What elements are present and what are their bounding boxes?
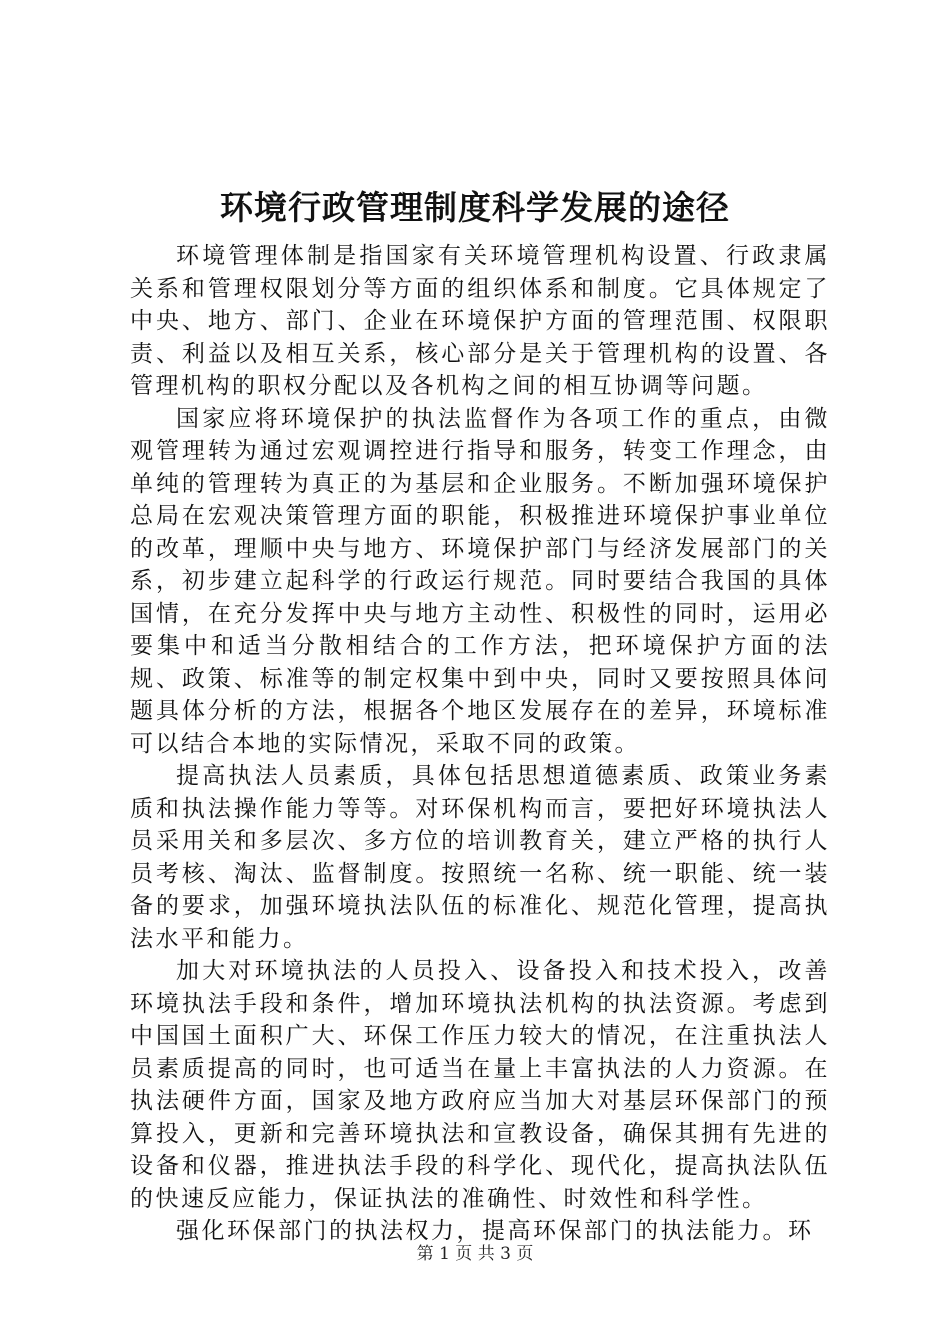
page-footer: 第 1 页 共 3 页: [416, 1244, 534, 1264]
paragraph: 强化环保部门的执法权力，提高环保部门的执法能力。环: [176, 1218, 814, 1244]
document-title: 环境行政管理制度科学发展的途径: [220, 188, 730, 227]
paragraph: 加大对环境执法的人员投入、设备投入和技术投入，改善环境执法手段和条件，增加环境执法机构的执法资源。考虑到中国国土面积广大、环保工作压力较大的情况，在注重执法人员素质提高的同时，也可适当在量上丰富执法的人力资源。在执法硬件方面，国家及地方政府应当加大对基层环保部门的预算投入，更新和完善环境执法和宣教设备，确保其拥有先进的设备和仪器，推进执法手段的科学化、现代化，提高执法队伍的快速反应能力，保证执法的准确性、时效性和科学性。: [130, 958, 830, 1212]
paragraph: 提高执法人员素质，具体包括思想道德素质、政策业务素质和执法操作能力等等。对环保机构而言，要把好环境执法人员采用关和多层次、多方位的培训教育关，建立严格的执行人员考核、淘汰、监督制度。按照统一名称、统一职能、统一装备的要求，加强环境执法队伍的标准化、规范化管理，提高执法水平和能力。: [130, 763, 830, 952]
document-body: [130, 240, 830, 1248]
paragraph: 国家应将环境保护的执法监督作为各项工作的重点，由微观管理转为通过宏观调控进行指导和服务，转变工作理念，由单纯的管理转为真正的为基层和企业服务。不断加强环境保护总局在宏观决策管理方面的职能，积极推进环境保护事业单位的改革，理顺中央与地方、环境保护部门与经济发展部门的关系，初步建立起科学的行政运行规范。同时要结合我国的具体国情，在充分发挥中央与地方主动性、积极性的同时，运用必要集中和适当分散相结合的工作方法，把环境保护方面的法规、政策、标准等的制定权集中到中央，同时又要按照具体问题具体分析的方法，根据各个地区发展存在的差异，环境标准可以结合本地的实际情况，采取不同的政策。: [130, 405, 830, 757]
paragraph: 环境管理体制是指国家有关环境管理机构设置、行政隶属关系和管理权限划分等方面的组织体系和制度。它具体规定了中央、地方、部门、企业在环境保护方面的管理范围、权限职责、利益以及相互关系，核心部分是关于管理机构的设置、各管理机构的职权分配以及各机构之间的相互协调等问题。: [130, 243, 830, 399]
